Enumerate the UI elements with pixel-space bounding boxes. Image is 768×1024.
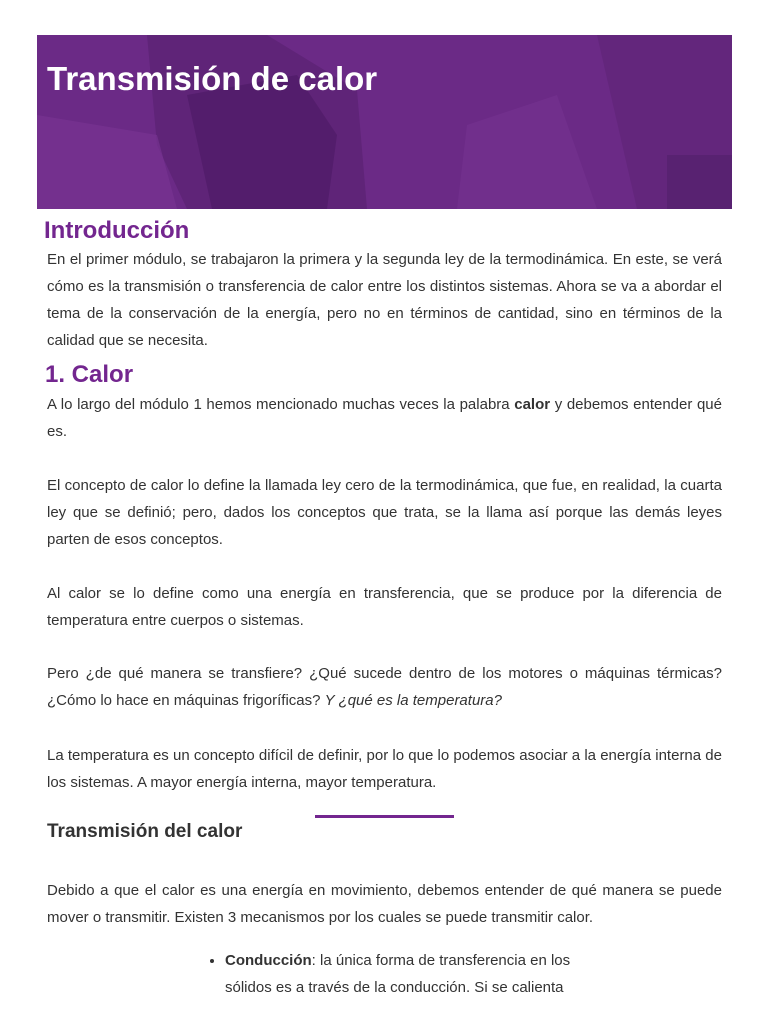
calor-paragraph-5: La temperatura es un concepto difícil de definir, por lo que lo podemos asociar a la energía interna de los sistemas. A mayor energía interna, mayor temperatura. [47, 747, 722, 791]
calor-p4-italic-question: Y ¿qué es la temperatura? [324, 692, 502, 709]
page-title: Transmisión de calor [47, 60, 378, 97]
calor-p1-text-start: A lo largo del módulo 1 hemos mencionado muchas veces la palabra [47, 396, 515, 413]
section-divider [315, 815, 454, 818]
calor-p4-text: Pero ¿de qué manera se transfiere? ¿Qué sucede dentro de los motores o máquinas térmicas? ¿Cómo lo hace en máquinas frigoríficas? [47, 665, 722, 709]
intro-paragraph: En el primer módulo, se trabajaron la primera y la segunda ley de la termodinámica. En este, se verá cómo es la transmisión o transferencia de calor entre los distintos sistemas. Ahora se va a abordar el tema de la conservación de la energía, pero no en términos de cantidad, sino en términos de la calidad que se necesita. [47, 251, 722, 349]
calor-p1-bold-word: calor [514, 396, 551, 413]
transmision-heading: Transmisión del calor [47, 821, 243, 842]
mechanism-term: Conducción [225, 952, 312, 969]
calor-paragraph-1 [47, 391, 722, 445]
header-banner [37, 35, 732, 209]
calor-paragraph-2: El concepto de calor lo define la llamada ley cero de la termodinámica, que fue, en realidad, la cuarta ley que se definió; pero, dados los conceptos que trata, se la llama así porque las demás leyes parten de esos conceptos. [47, 477, 722, 548]
list-item [225, 947, 595, 1001]
intro-heading: Introducción [44, 217, 190, 244]
calor-paragraph-4 [47, 660, 722, 714]
transmision-paragraph: Debido a que el calor es una energía en movimiento, debemos entender de qué manera se puede mover o transmitir. Existen 3 mecanismos por los cuales se puede transmitir calor. [47, 882, 722, 926]
section-calor-heading: 1. Calor [45, 361, 134, 388]
calor-paragraph-3: Al calor se lo define como una energía en transferencia, que se produce por la diferencia de temperatura entre cuerpos o sistemas. [47, 585, 722, 629]
mechanism-description: : la única forma de transferencia en los sólidos es a través de la conducción. Si se calienta [225, 952, 571, 996]
mechanisms-list [205, 947, 595, 1001]
calor-p1-text-end: y debemos entender qué es. [47, 396, 722, 440]
